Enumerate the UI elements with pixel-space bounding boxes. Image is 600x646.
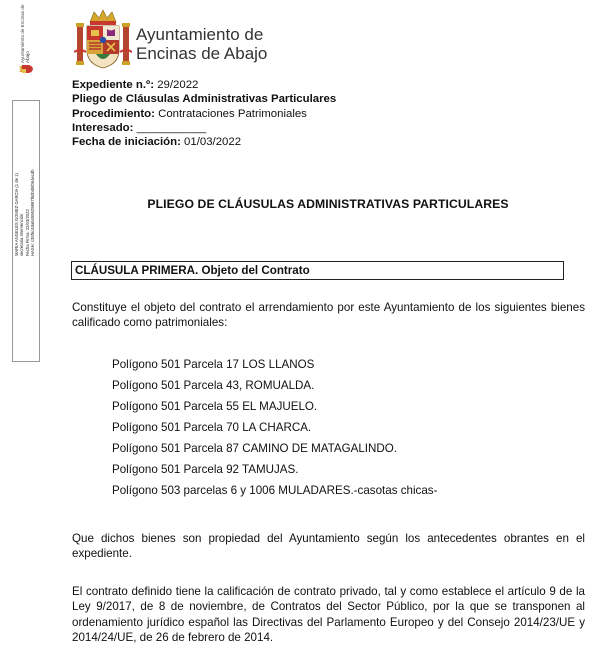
- paragraph-object: Constituye el objeto del contrato el arrendamiento por este Ayuntamiento de los siguientes bienes calificado como patrimoniales:: [72, 301, 585, 330]
- paragraph-legal-basis: El contrato definido tiene la calificación de contrato privado, tal y como establece el artículo 9 de la Ley 9/2017, de 8 de noviembre, de Contratos del Sector Público, por la que se transponen al ordenamiento jurídico español las Directivas del Parlamento Europeo y del Consejo 2014/23/UE y 2014/24/UE, de 26 de febrero de 2014.: [72, 585, 585, 645]
- procedimiento-row: [72, 107, 336, 121]
- small-coat-of-arms-icon: [19, 64, 33, 74]
- expediente-label: Expediente n.º:: [72, 79, 155, 91]
- organization-name-line1: Ayuntamiento de: [136, 25, 264, 44]
- stamp-hash: HASH: c35f6c48a9459529897f60bd5f064ecdb: [30, 169, 36, 256]
- fecha-label: Fecha de iniciación:: [72, 136, 181, 149]
- list-item: Polígono 501 Parcela 87 CAMINO DE MATAGALINDO.: [112, 442, 398, 455]
- fecha-value: 01/03/2022: [184, 136, 242, 149]
- procedimiento-value: Contrataciones Patrimoniales: [158, 107, 307, 120]
- expediente-row: [72, 78, 336, 92]
- stamp-signer: MARIA ANGELES GOMEZ GARCIA (1 de 1): [14, 173, 19, 256]
- signature-stamp-text: [14, 0, 38, 256]
- interesado-row: [72, 121, 336, 135]
- pliego-line: Pliego de Cláusulas Administrativas Particulares: [72, 93, 337, 106]
- procedimiento-label: Procedimiento:: [72, 107, 155, 120]
- document-header: [74, 8, 334, 72]
- list-item: Polígono 503 parcelas 6 y 1006 MULADARES.-casotas chicas-: [112, 484, 438, 497]
- stamp-organization: Ayuntamiento de Encinas de Abajo: [20, 4, 31, 63]
- interesado-label: Interesado:: [72, 121, 134, 134]
- paragraph-ownership: Que dichos bienes son propiedad del Ayuntamiento según los antecedentes obrantes en el expediente.: [72, 532, 585, 561]
- list-item: Polígono 501 Parcela 70 LA CHARCA.: [112, 421, 312, 434]
- coat-of-arms-icon: [74, 8, 132, 70]
- fecha-row: [72, 135, 336, 149]
- list-item: Polígono 501 Parcela 17 LOS LLANOS: [112, 358, 315, 371]
- list-item: Polígono 501 Parcela 55 EL MAJUELO.: [112, 400, 318, 413]
- document-title: PLIEGO DE CLÁUSULAS ADMINISTRATIVAS PARTICULARES: [147, 197, 509, 211]
- parcel-list: [112, 357, 437, 504]
- organization-name: [136, 25, 267, 63]
- interesado-value: ___________: [136, 121, 207, 134]
- list-item: Polígono 501 Parcela 92 TAMUJAS.: [112, 463, 299, 476]
- file-metadata: [72, 78, 336, 149]
- list-item: Polígono 501 Parcela 43, ROMUALDA.: [112, 379, 315, 392]
- stamp-role: secretaria Intervención: [19, 213, 25, 256]
- organization-name-line2: Encinas de Abajo: [136, 44, 268, 63]
- clause-heading: CLÁUSULA PRIMERA. Objeto del Contrato: [71, 261, 564, 280]
- stamp-date: Fecha Firma: 22/03/2022: [24, 209, 30, 256]
- expediente-value: 29/2022: [157, 79, 199, 91]
